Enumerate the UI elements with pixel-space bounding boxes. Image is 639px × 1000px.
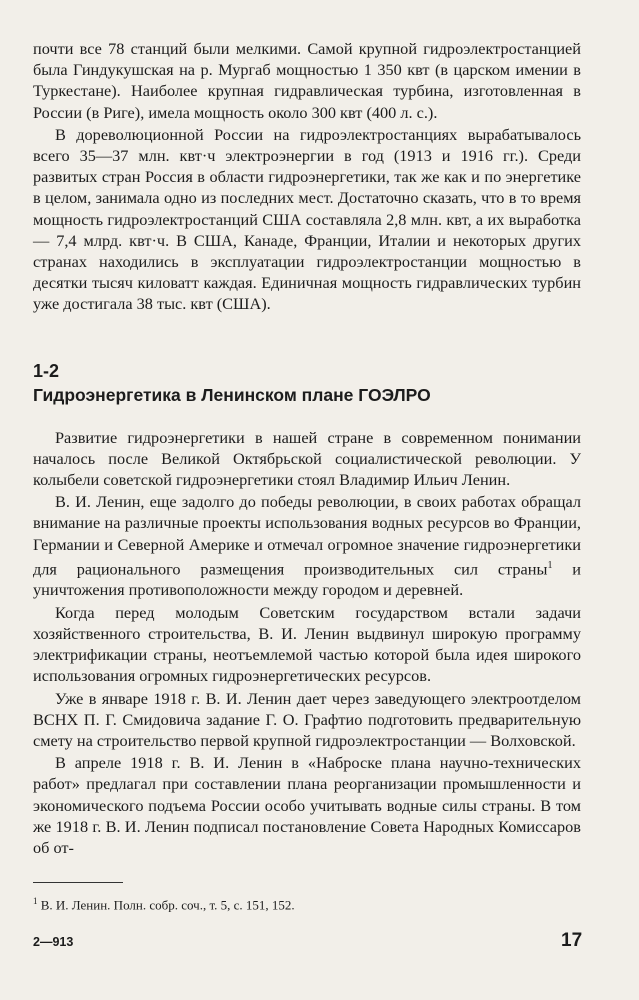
paragraph: почти все 78 станций были мелкими. Самой крупной гидроэлектростанцией была Гиндукушская на р. Мургаб мощностью 1 350 квт (в царском имении в Туркестане). Наиболее крупная гидравлическая турбина, изготовленная в России (в Риге), имела мощность около 300 квт (400 л. с.). <box>33 39 581 122</box>
main-column <box>33 38 581 858</box>
footnote-divider <box>33 882 123 883</box>
paragraph <box>33 491 581 600</box>
paragraph-text: и уничтожения противоположности между городом и деревней. <box>33 559 581 600</box>
section-heading <box>33 359 581 407</box>
page-number: 17 <box>561 930 583 951</box>
paragraph: Когда перед молодым Советским государством встали задачи хозяйственного строительства, В. И. Ленин выдвинул широкую программу электрификации страны, неотъемлемой частью которой была идея широкого использования огромных гидроэнергетических ресурсов. <box>33 602 581 686</box>
section-title: Гидроэнергетика в Ленинском плане ГОЭЛРО <box>33 384 431 405</box>
paragraph-text: В. И. Ленин, еще задолго до победы революции, в своих работах обращал внимание на различные проекты использования водных ресурсов во Франции, Германии и Северной Америке и отмечал огромное значение гидроэнергетики для рационального размещения производительных сил страны <box>33 492 581 579</box>
paragraph: Развитие гидроэнергетики в нашей стране в современном понимании началось после Великой Октябрьской социалистической революции. У колыбели советской гидроэнергетики стоял Владимир Ильич Ленин. <box>33 427 581 490</box>
paragraph: Уже в январе 1918 г. В. И. Ленин дает через заведующего электроотделом ВСНХ П. Г. Смидовича задание Г. О. Графтио подготовить предварительную смету на строительство первой крупной гидроэлектростанции — Волховской. <box>33 688 581 750</box>
paragraph: В апреле 1918 г. В. И. Ленин в «Наброске плана научно-технических работ» предлагал при составлении плана реорганизации промышленности и экономического подъема России особо учитывать водные силы страны. В том же 1918 г. В. И. Ленин подписал постановление Совета Народных Комиссаров об от- <box>33 753 581 857</box>
footnote-text: В. И. Ленин. Полн. собр. соч., т. 5, с. 151, 152. <box>40 897 295 913</box>
paragraph: В дореволюционной России на гидроэлектростанциях вырабатывалось всего 35—37 млн. квт·ч электроэнергии в год (1913 и 1916 гг.). Среди развитых стран Россия в области гидроэнергетики, так же как и по энергетике в целом, занимала одно из последних мест. Достаточно сказать, что в то время мощность гидроэлектростанций США составляла 2,8 млн. квт, а их выработка — 7,4 млрд. квт·ч. В США, Канаде, Франции, Италии и некоторых других странах находились в эксплуатации гидроэлектростанции мощностью в десятки тысяч киловатт каждая. Единичная мощность гидравлических турбин уже достигала 38 тыс. квт (США). <box>33 124 581 314</box>
footnote <box>33 893 581 913</box>
footnote-mark: 1 <box>33 896 38 906</box>
footnote-reference: 1 <box>547 559 553 571</box>
section-number: 1-2 <box>33 360 60 381</box>
printer-signature: 2—913 <box>33 935 74 949</box>
